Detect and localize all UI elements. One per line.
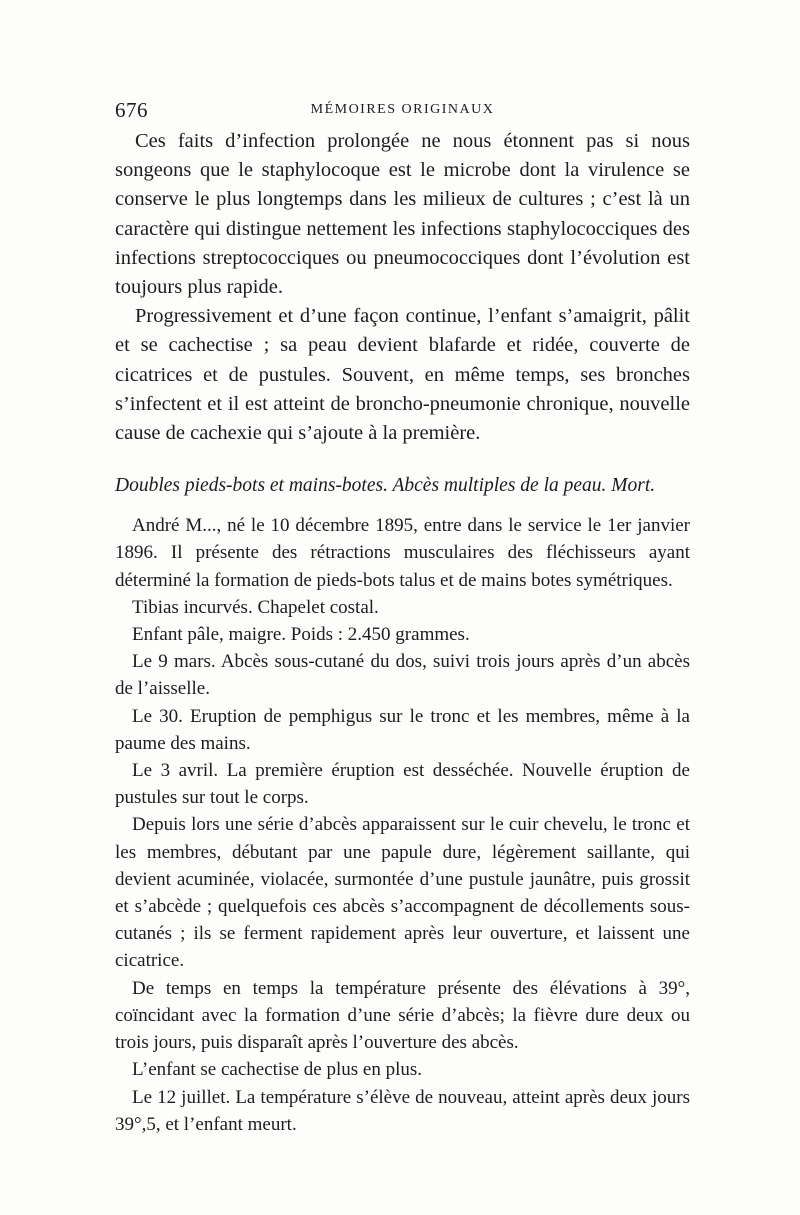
observation-paragraph: Le 12 juillet. La température s’élève de nouveau, atteint après deux jours 39°,5, et l’enfant meurt.	[115, 1086, 690, 1135]
page-number: 676	[115, 98, 148, 122]
observation-paragraph: L’enfant se cachectise de plus en plus.	[132, 1059, 423, 1081]
observation-paragraph: Le 30. Eruption de pemphigus sur le tronc et les membres, même à la paume des mains.	[115, 705, 690, 754]
page-header	[115, 98, 690, 124]
observation-paragraph: Depuis lors une série d’abcès apparaissent sur le cuir chevelu, le tronc et les membres, débutant par une papule dure, légèrement saillante, qui devient acuminée, violacée, surmontée d’une pustule jaunâtre, puis grossit et s’abcède ; quelquefois ces abcès s’accompagnent de décollements sous-cutanés ; ils se ferment rapidement après leur ouverture, et laissent une cicatrice.	[115, 814, 690, 972]
observation-title: Doubles pieds-bots et mains-botes. Abcès multiples de la peau. Mort.	[115, 475, 656, 497]
page-body	[115, 127, 690, 1138]
observation-paragraph: Le 9 mars. Abcès sous-cutané du dos, suivi trois jours après d’un abcès de l’aisselle.	[115, 651, 690, 700]
observation-paragraph: Enfant pâle, maigre. Poids : 2.450 grammes.	[132, 624, 470, 646]
paragraph: Ces faits d’infection prolongée ne nous étonnent pas si nous songeons que le staphylocoque est le microbe dont la virulence se conserve le plus longtemps dans les milieux de cultures ; c’est là un caractère qui distingue nettement les infections staphylococciques des infections streptococciques ou pneumococciques dont l’évolution est toujours plus rapide.	[115, 130, 690, 299]
observation-paragraph: De temps en temps la température présente des élévations à 39°, coïncidant avec la formation d’une série d’abcès; la fièvre dure deux ou trois jours, puis disparaît après l’ouverture des abcès.	[115, 977, 690, 1054]
running-head: MÉMOIRES ORIGINAUX	[310, 102, 495, 117]
observation-paragraph: André M..., né le 10 décembre 1895, entre dans le service le 1er janvier 1896. Il présente des rétractions musculaires des fléchisseurs ayant déterminé la formation de pieds-bots talus et de mains botes symétriques.	[115, 515, 690, 591]
observation-paragraph: Le 3 avril. La première éruption est desséchée. Nouvelle éruption de pustules sur tout le corps.	[115, 760, 690, 809]
paragraph: Progressivement et d’une façon continue, l’enfant s’amaigrit, pâlit et se cachectise ; sa peau devient blafarde et ridée, couverte de cicatrices et de pustules. Souvent, en même temps, ses bronches s’infectent et il est atteint de broncho-pneumonie chronique, nouvelle cause de cachexie qui s’ajoute à la première.	[115, 305, 690, 445]
observation-paragraph: Tibias incurvés. Chapelet costal.	[132, 596, 379, 618]
